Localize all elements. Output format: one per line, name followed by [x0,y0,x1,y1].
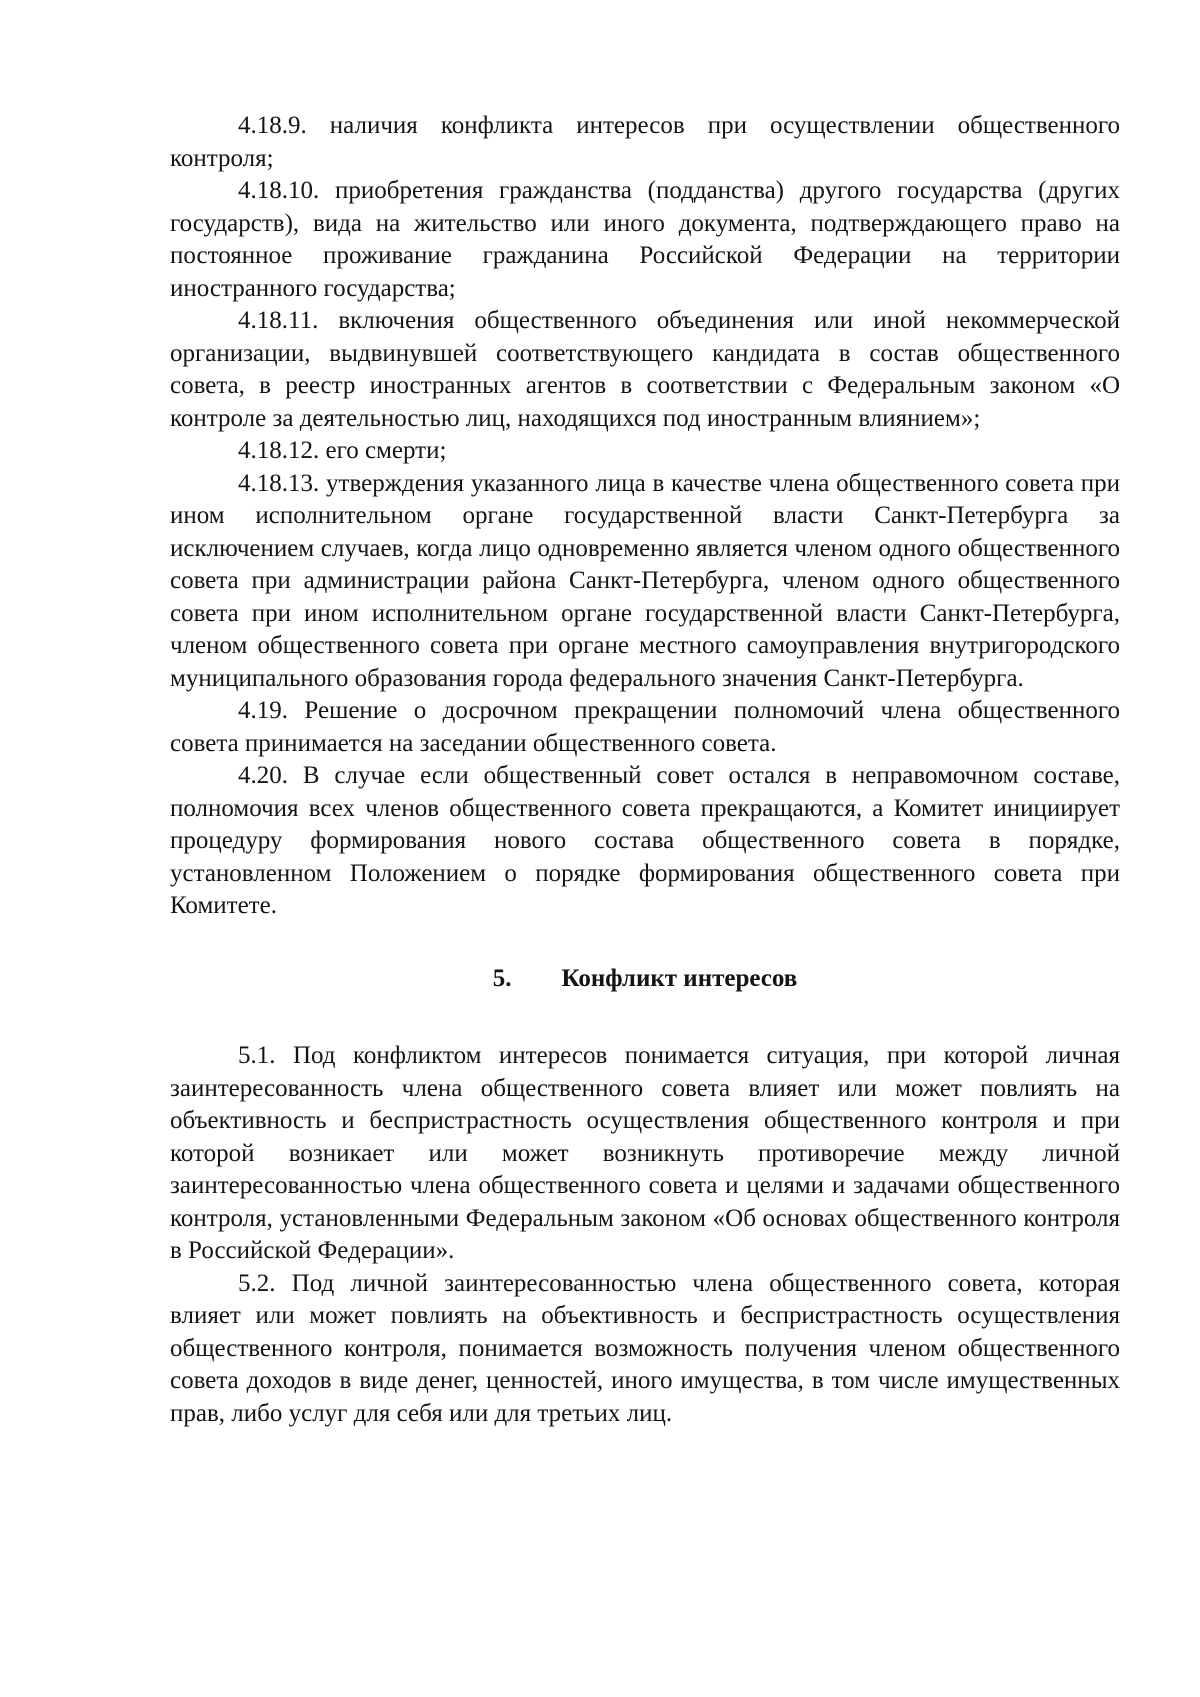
paragraph-4-18-12: 4.18.12. его смерти; [238,437,447,464]
paragraph-4-20: 4.20. В случае если общественный совет остался в неправомочном составе, полномочия всех членов общественного совета прекращаются, а Комитет инициирует процедуру формирования нового состава общественного совета в порядке, установленном Положением о порядке формирования общественного совета при Комитете. [170,762,1120,919]
document-page [170,110,1120,1430]
paragraph-5-2: 5.2. Под личной заинтересованностью члена общественного совета, которая влияет или может повлиять на объективность и беспристрастность осуществления общественного контроля, понимается возможность получения членом общественного совета доходов в виде денег, ценностей, иного имущества, в том числе имущественных прав, либо услуг для себя или для третьих лиц. [170,1269,1120,1427]
section-title: Конфликт интересов [561,964,798,992]
paragraph-4-18-13: 4.18.13. утверждения указанного лица в качестве члена общественного совета при ином исполнительном органе государственной власти Санкт-Петербурга за исключением случаев, когда лицо одновременно является членом одного общественного совета при администрации района Санкт-Петербурга, членом одного общественного совета при ином исполнительном органе государственной власти Санкт-Петербурга, членом общественного совета при органе местного самоуправления внутригородского муниципального образования города федерального значения Санкт-Петербурга. [170,469,1120,692]
section-number: 5. [492,964,512,992]
paragraph-4-18-9: 4.18.9. наличия конфликта интересов при осуществлении общественного контроля; [170,112,1120,172]
paragraph-5-1: 5.1. Под конфликтом интересов понимается ситуация, при которой личная заинтересованность члена общественного совета влияет или может повлиять на объективность и беспристрастность осуществления общественного контроля и при которой возникает или может возникнуть противоречие между личной заинтересованностью члена общественного совета и целями и задачами общественного контроля, установленными Федеральным законом «Об основах общественного контроля в Российской Федерации». [170,1042,1120,1264]
paragraph-4-18-11: 4.18.11. включения общественного объединения или иной некоммерческой организации, выдвинувшей соответствующего кандидата в состав общественного совета, в реестр иностранных агентов в соответствии с Федеральным законом «О контроле за деятельностью лиц, находящихся под иностранным влиянием»; [170,307,1120,432]
section-heading [170,963,1120,996]
paragraph-4-19: 4.19. Решение о досрочном прекращении полномочий члена общественного совета принимается на заседании общественного совета. [170,697,1120,757]
paragraph-4-18-10: 4.18.10. приобретения гражданства (подданства) другого государства (других государств), вида на жительство или иного документа, подтверждающего право на постоянное проживание гражданина Российской Федерации на территории иностранного государства; [170,177,1120,302]
